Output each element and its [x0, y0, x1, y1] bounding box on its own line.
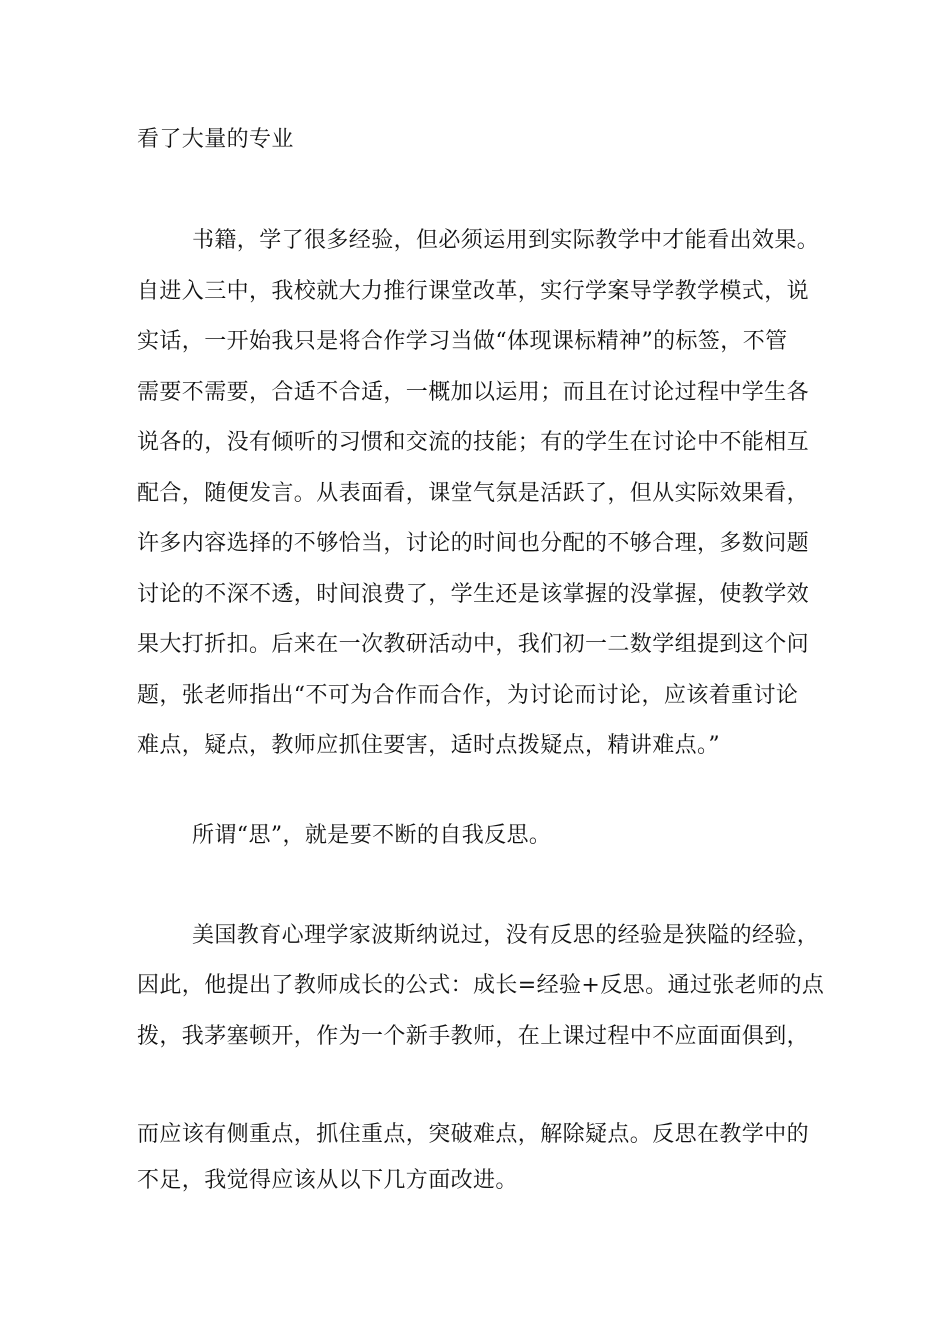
paragraph-1-line-2: 自进入三中，我校就大力推行课堂改革，实行学案导学教学模式，说: [137, 279, 810, 304]
paragraph-3-line-3: 拨，我茅塞顿开，作为一个新手教师，在上课过程中不应面面俱到，: [137, 1024, 810, 1049]
heading-line: 看了大量的专业: [137, 127, 294, 152]
paragraph-1-line-9: 果大打折扣。后来在一次教研活动中，我们初一二数学组提到这个问: [137, 632, 810, 657]
paragraph-1-line-10: 题，张老师指出“不可为合作而合作，为讨论而讨论，应该着重讨论: [137, 683, 799, 708]
paragraph-3-line-1: 美国教育心理学家波斯纳说过，没有反思的经验是狭隘的经验，: [192, 923, 820, 948]
paragraph-1-line-6: 配合，随便发言。从表面看，课堂气氛是活跃了，但从实际效果看，: [137, 481, 810, 506]
paragraph-1-line-8: 讨论的不深不透，时间浪费了，学生还是该掌握的没掌握，使教学效: [137, 582, 810, 607]
paragraph-3-line-2: 因此，他提出了教师成长的公式：成长=经验+反思。通过张老师的点: [137, 973, 825, 998]
paragraph-2-line-1: 所谓“思”，就是要不断的自我反思。: [192, 823, 552, 848]
paragraph-1-line-3: 实话，一开始我只是将合作学习当做“体现课标精神”的标签，不管: [137, 329, 788, 354]
paragraph-1-line-5: 说各的，没有倾听的习惯和交流的技能；有的学生在讨论中不能相互: [137, 430, 810, 455]
paragraph-4-line-2: 不足，我觉得应该从以下几方面改进。: [137, 1168, 518, 1193]
paragraph-4-line-1: 而应该有侧重点，抓住重点，突破难点，解除疑点。反思在教学中的: [137, 1122, 810, 1147]
paragraph-1-line-1: 书籍，学了很多经验，但必须运用到实际教学中才能看出效果。: [192, 228, 820, 253]
paragraph-1-line-11: 难点，疑点，教师应抓住要害，适时点拨疑点，精讲难点。”: [137, 733, 721, 758]
paragraph-1-line-4: 需要不需要，合适不合适，一概加以运用；而且在讨论过程中学生各: [137, 380, 810, 405]
paragraph-1-line-7: 许多内容选择的不够恰当，讨论的时间也分配的不够合理，多数问题: [137, 531, 810, 556]
